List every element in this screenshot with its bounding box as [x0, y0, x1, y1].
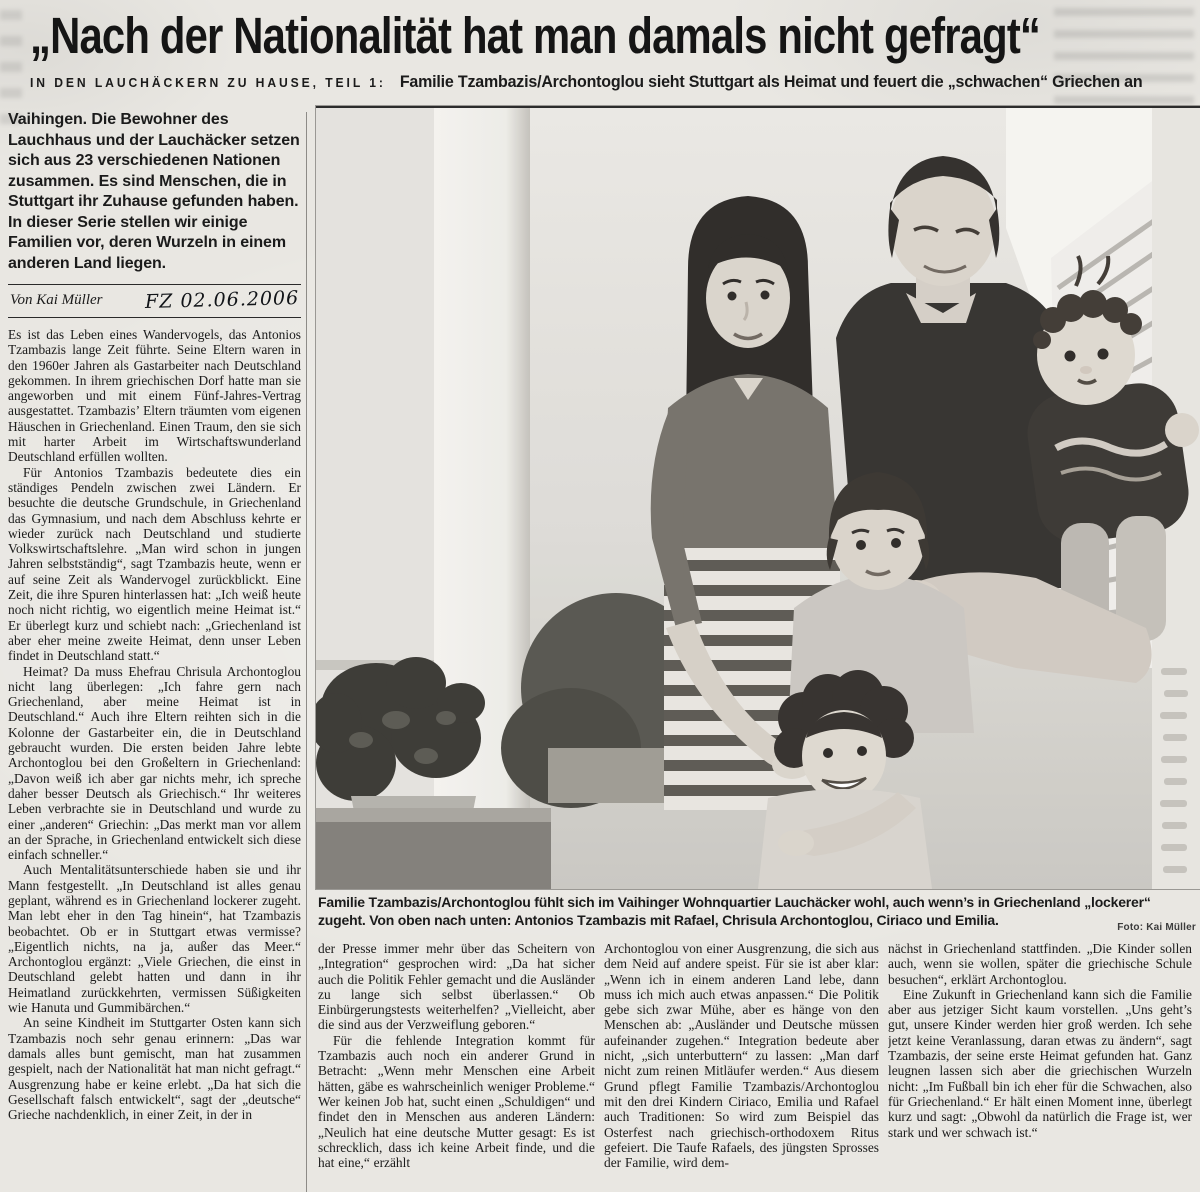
body-paragraph: Für Antonios Tzambazis bedeutete dies ein ständiges Pendeln zwischen zwei Ländern. Er besuchte die deutsche Grundschule, in Griechenland das Gymnasium, und nach dem Abschluss kehrte er wieder zurück nach Deutschland und studierte Volkswirtschaftslehre. „Man wird schon in jungen Jahren selbstständig“, sagt Tzambazis heute, wenn er auf seine Zeit als Wandervogel zurückblickt. Eine Zeit, die ihre Spuren hinterlassen hat: „Ich weiß heute noch nicht richtig, wo eigentlich meine Heimat ist.“ Er überlegt kurz und schiebt nach: „Griechenland ist aber eher meine zweite Heimat, denn unser Leben findet in Deutschland statt.“: [8, 464, 301, 664]
body-paragraph: Auch Mentalitätsunterschiede haben sie und ihr Mann festgestellt. „In Deutschland ist alles genau geplant, während es in Griechenland lockerer zugeht. Man lebt eher in den Tag hinein“, hat Tzambazis beobachtet. Ob er in Stuttgart etwas vermisse? „Eigentlich nichts, na ja, außer das Meer.“ Archontoglou ergänzt: „Viele Griechen, die einst in Deutschland gelebt hatten und dann in ihr Heimatland zurückkehrten, vermissen Süßigkeiten wie Hanuta und Gummibärchen.“: [8, 862, 301, 1016]
family-photo: [316, 106, 1200, 889]
handwritten-date-annotation: FZ 02.06.2006: [144, 286, 300, 314]
photo-sheen: [316, 108, 1200, 889]
headline: „Nach der Nationalität hat man damals nicht gefragt“: [30, 7, 1041, 64]
body-paragraph: Archontoglou von einer Ausgrenzung, die sich aus dem Neid auf andere speist. Für sie ist aber klar: „Wenn ich in einem anderen Land lebe, dann muss ich mich auch etwas anpassen.“ Die Politik gebe sich zwar Mühe, aber es hänge von den Menschen ab: „Ausländer und Deutsche müssen aufeinander zugehen.“ Integration bedeute aber nicht, „sich unterbuttern“ zu lassen: „Man darf nicht zum reinen Mitläufer werden.“ Aus diesem Grund pflegt Familie Tzambazis/Archontoglou mit den drei Kindern Ciriaco, Emilia und Rafael auch Traditionen: So wird zum Beispiel das Osterfest nach griechisch-orthodoxem Ritus gefeiert. Die Taufe Rafaels, des jüngsten Sprosses der Familie, wird dem-: [604, 941, 879, 1171]
article-column-3: [604, 941, 879, 1192]
body-paragraph: Es ist das Leben eines Wandervogels, das Antonios Tzambazis lange Zeit führte. Seine Eltern waren in den 1960er Jahren als Gastarbeiter nach Deutschland gekommen. In ihrem griechischen Dorf hatte man sie angeworben und mit einem Fünf-Jahres-Vertrag ausgestattet. Tzambazis’ Eltern träumten vom eigenen Häuschen in Griechenland. Einen Traum, den sie sich mit harter Arbeit im Wirtschaftswunderland Deutschland erfüllen wollten.: [8, 327, 301, 465]
body-paragraph: An seine Kindheit im Stuttgarter Osten kann sich Tzambazis noch sehr genau erinnern: „Das war damals alles bunt gemischt, man hat zusammen gespielt, nach der Nationalität hat man nicht gefragt.“ Ausgrenzung habe er keine erlebt. „Da hat sich die Gesellschaft falsch entwickelt“, sagt der „deutsche“ Grieche nachdenklich, in einer Zeit, in der in: [8, 1015, 301, 1123]
body-paragraph: nächst in Griechenland stattfinden. „Die Kinder sollen auch, wenn sie wollen, später die griechische Schule besuchen“, erklärt Archontoglou.: [888, 941, 1192, 987]
dateline: Vaihingen.: [8, 111, 88, 128]
article-column-1: [8, 110, 301, 1192]
body-paragraph: der Presse immer mehr über das Scheitern von „Integration“ gesprochen wird: „Da hat sicher auch die Politik Fehler gemacht und die Ausländer zu lange sich selbst überlassen.“ Ob Einbürgerungstests weiterhelfen? „Vielleicht, aber die sind aus der Verzweiflung geboren.“: [318, 941, 595, 1033]
masthead: [30, 6, 1200, 92]
photo-caption: [318, 894, 1198, 936]
article-column-4: [888, 941, 1192, 1192]
subheadline: Familie Tzambazis/Archontoglou sieht Stuttgart als Heimat und feuert die „schwachen“ Griechen an: [399, 73, 1143, 91]
subheadline-row: [30, 73, 1165, 92]
body-paragraph: Für die fehlende Integration kommt für Tzambazis auch noch ein anderer Grund in Betracht: „Wenn mehr Menschen eine Arbeit hätten, gäbe es wahrscheinlich weniger Probleme.“ Wer keinen Job hat, sucht einen „Schuldigen“ und findet den in Menschen aus anderen Ländern: „Neulich hat eine deutsche Mutter gesagt: Es ist schrecklich, dass ich keine Arbeit finde, und die hat eine,“ erzählt: [318, 1032, 595, 1171]
body-paragraph: Eine Zukunft in Griechenland kann sich die Familie aber aus jetziger Sicht kaum vorstellen. „Uns geht’s gut, unsere Kinder werden hier groß werden. Ich sehe jetzt keine Veranlassung, daran etwas zu ändern“, sagt Tzambazis, der seine erste Heimat gefunden hat. Ganz leugnen lassen sich aber die griechischen Wurzeln nicht: „Im Fußball bin ich eher für die Schwachen, also für Griechenland.“ Er hält einen Moment inne, überlegt kurz und sagt: „Obwohl da natürlich die Frage ist, wer stark und wer schwach ist.“: [888, 986, 1192, 1140]
lead-text: Die Bewohner des Lauchhaus und der Lauchäcker setzen sich aus 23 verschiedenen Nationen zusammen. Es sind Menschen, die in Stuttgart ihr Zuhause gefunden haben. In dieser Serie stellen wir einige Familien vor, deren Wurzeln in einem anderen Land liegen.: [8, 111, 300, 272]
series-kicker: IN DEN LAUCHÄCKERN ZU HAUSE, TEIL 1:: [30, 76, 386, 90]
article-column-2: [318, 941, 595, 1192]
byline-box: [8, 284, 301, 318]
caption-text: Familie Tzambazis/Archontoglou fühlt sich im Vaihinger Wohnquartier Lauchäcker wohl, auch wenn’s in Griechenland „lockerer“ zugeht. Von oben nach unten: Antonios Tzambazis mit Rafael, Chrisula Archontoglou, Ciriaco und Emilia.: [318, 894, 1151, 928]
family-photo-illustration: [316, 108, 1200, 889]
body-paragraph: Heimat? Da muss Ehefrau Chrisula Archontoglou nicht lang überlegen: „Ich fahre gern nach Griechenland, aber meine Heimat ist in Deutschland.“ Auch ihre Eltern reihten sich in die Kolonne der Gastarbeiter ein, die in Deutschland gebraucht wurden. Die ersten beiden Jahre lebte Archontoglou bei den Großeltern in Griechenland: „Davon weiß ich aber gar nichts mehr, ich spreche daher besser Deutsch als Griechisch.“ Ihr weiteres Leben verbrachte sie in Deutschland und wurde zu einer „anderen“ Griechin: „Das merkt man vor allem an der Sprache, in Griechenland entwickelt sich diese einfach schneller.“: [8, 663, 301, 863]
byline: Von Kai Müller: [10, 291, 103, 308]
column-divider: [306, 112, 307, 1192]
photo-credit: Foto: Kai Müller: [1117, 921, 1196, 933]
lead-paragraph: [8, 110, 301, 274]
